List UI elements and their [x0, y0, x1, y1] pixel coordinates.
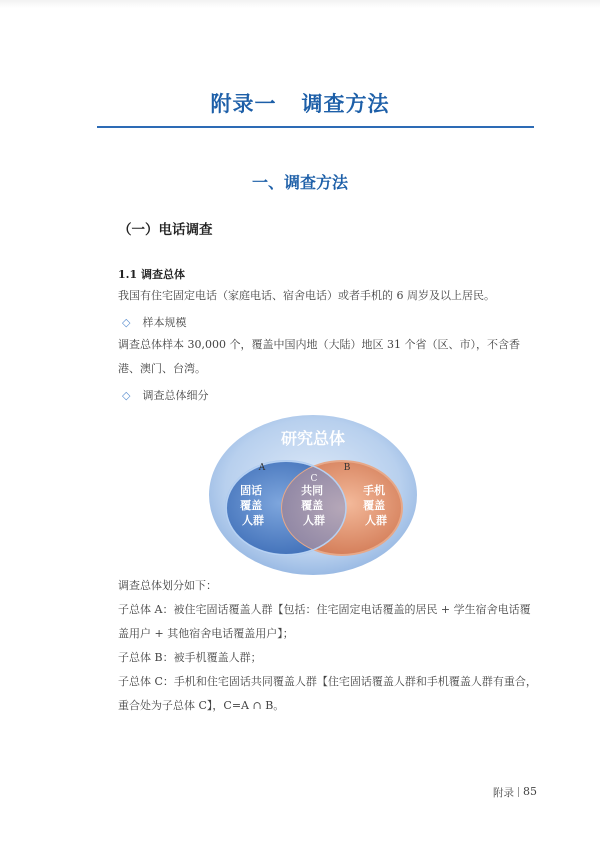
heading-survey-population: 1.1 调查总体 — [118, 268, 185, 281]
label-c: C — [310, 474, 318, 484]
paragraph-sample-size: 调查总体样本 30,000 个，覆盖中国内地（大陆）地区 31 个省（区、市），不含香港、澳门、台湾。 — [118, 338, 520, 375]
bullet-breakdown-label: 调查总体细分 — [142, 389, 209, 402]
paragraph-subpopulation-b: 子总体 B：被手机覆盖人群； — [118, 651, 262, 664]
footer-label: 附录 — [493, 787, 514, 799]
bullet-sample-size — [122, 314, 186, 330]
shared-line-2: 覆盖 — [301, 499, 324, 512]
bullet-breakdown — [122, 387, 208, 403]
title-divider — [97, 126, 534, 128]
mobile-line-3: 人群 — [365, 514, 387, 527]
page-top-edge — [0, 0, 600, 8]
footer-separator — [518, 787, 519, 797]
shared-line-3: 人群 — [303, 514, 325, 527]
paragraph-population: 我国有住宅固定电话（家庭电话、宿舍电话）或者手机的 6 周岁及以上居民。 — [118, 289, 495, 302]
bullet-sample-size-label: 样本规模 — [142, 316, 187, 329]
paragraph-subpopulation-a: 子总体 A：被住宅固话覆盖人群【包括：住宅固定电话覆盖的居民 + 学生宿舍电话覆盖用户 + 其他宿舍电话覆盖用户】； — [118, 603, 531, 640]
outer-label: 研究总体 — [280, 429, 346, 448]
paragraph-subpopulation-c: 子总体 C：手机和住宅固话共同覆盖人群【住宅固话覆盖人群和手机覆盖人群有重合，重合处为子总体 C】，C=A ∩ B。 — [118, 675, 537, 712]
diamond-bullet-icon: ◇ — [122, 316, 131, 329]
paragraph-division-intro: 调查总体划分如下： — [118, 579, 217, 592]
mobile-line-2: 覆盖 — [363, 499, 386, 512]
section-title: 一、调查方法 — [251, 173, 348, 192]
shared-line-1: 共同 — [301, 484, 324, 497]
venn-diagram — [206, 412, 420, 578]
landline-line-2: 覆盖 — [240, 499, 263, 512]
page-number: 85 — [523, 785, 537, 798]
landline-line-1: 固话 — [240, 484, 263, 497]
mobile-line-1: 手机 — [363, 484, 386, 497]
landline-group-label — [240, 483, 266, 527]
appendix-title: 附录一 调查方法 — [210, 92, 390, 116]
subsection-title: （一）电话调查 — [118, 222, 213, 238]
label-b: B — [343, 463, 351, 473]
mobile-group-label — [363, 483, 389, 527]
landline-line-3: 人群 — [242, 514, 264, 527]
diamond-bullet-icon: ◇ — [122, 389, 131, 402]
shared-group-label — [301, 483, 327, 527]
label-a: A — [258, 463, 266, 473]
